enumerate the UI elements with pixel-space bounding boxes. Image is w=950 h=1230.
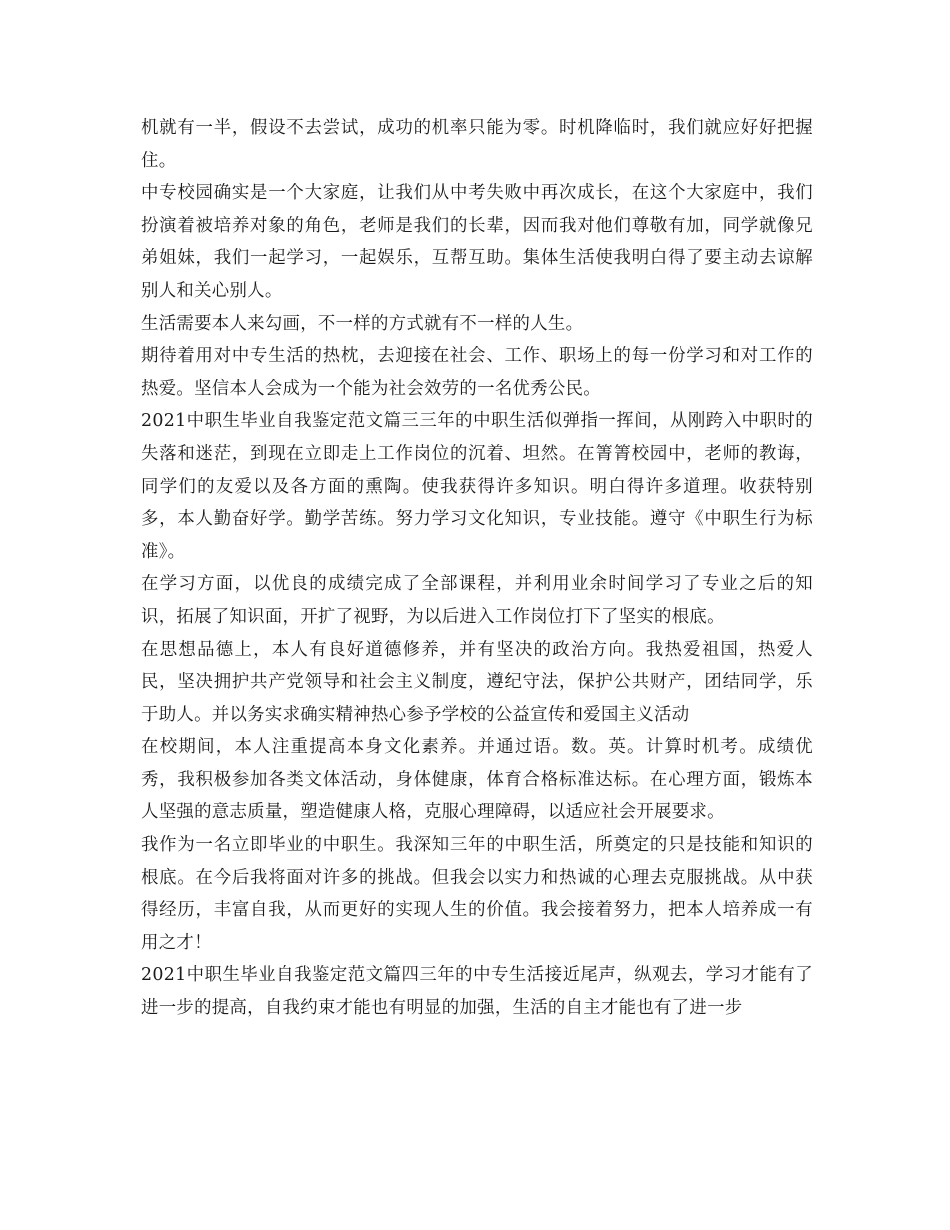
paragraph-10: 2021中职生毕业自我鉴定范文篇四三年的中专生活接近尾声，纵观去，学习才能有了进一步的提高，自我约束才能也有明显的加强，生活的自主才能也有了进一步 — [141, 965, 813, 1019]
paragraph-4: 期待着用对中专生活的热枕，去迎接在社会、工作、职场上的每一份学习和对工作的热爱。坚信本人会成为一个能为社会效劳的一名优秀公民。 — [141, 346, 813, 399]
paragraph-9: 我作为一名立即毕业的中职生。我深知三年的中职生活，所奠定的只是技能和知识的根底。在今后我将面对许多的挑战。但我会以实力和热诚的心理去克服挑战。从中获得经历，丰富自我，从而更好的实现人生的价值。我会接着努力，把本人培养成一有用之才！ — [141, 835, 813, 953]
paragraph-6: 在学习方面，以优良的成绩完成了全部课程，并利用业余时间学习了专业之后的知识，拓展了知识面，开扩了视野，为以后进入工作岗位打下了坚实的根底。 — [141, 574, 813, 627]
paragraph-5: 2021中职生毕业自我鉴定范文篇三三年的中职生活似弹指一挥间，从刚跨入中职时的失落和迷茫，到现在立即走上工作岗位的沉着、坦然。在箐箐校园中，老师的教诲，同学们的友爱以及各方面的熏陶。使我获得许多知识。明白得许多道理。收获特别多，本人勤奋好学。勤学苦练。努力学习文化知识，专业技能。遵守《中职生行为标准》。 — [141, 411, 813, 562]
paragraph-1: 机就有一半，假设不去尝试，成功的机率只能为零。时机降临时，我们就应好好把握住。 — [141, 118, 813, 171]
paragraph-3: 生活需要本人来勾画，不一样的方式就有不一样的人生。 — [141, 313, 584, 334]
document-body — [141, 112, 813, 1025]
paragraph-8: 在校期间，本人注重提高本身文化素养。并通过语。数。英。计算时机考。成绩优秀，我积极参加各类文体活动，身体健康，体育合格标准达标。在心理方面，锻炼本人坚强的意志质量，塑造健康人格，克服心理障碍，以适应社会开展要求。 — [141, 737, 813, 823]
paragraph-2: 中专校园确实是一个大家庭，让我们从中考失败中再次成长，在这个大家庭中，我们扮演着被培养对象的角色，老师是我们的长辈，因而我对他们尊敬有加，同学就像兄弟姐妹，我们一起学习，一起娱乐，互帮互助。集体生活使我明白得了要主动去谅解别人和关心别人。 — [141, 183, 813, 301]
paragraph-7: 在思想品德上，本人有良好道德修养，并有坚决的政治方向。我热爱祖国，热爱人民，坚决拥护共产党领导和社会主义制度，遵纪守法，保护公共财产，团结同学，乐于助人。并以务实求确实精神热心参予学校的公益宣传和爱国主义活动 — [141, 639, 813, 725]
